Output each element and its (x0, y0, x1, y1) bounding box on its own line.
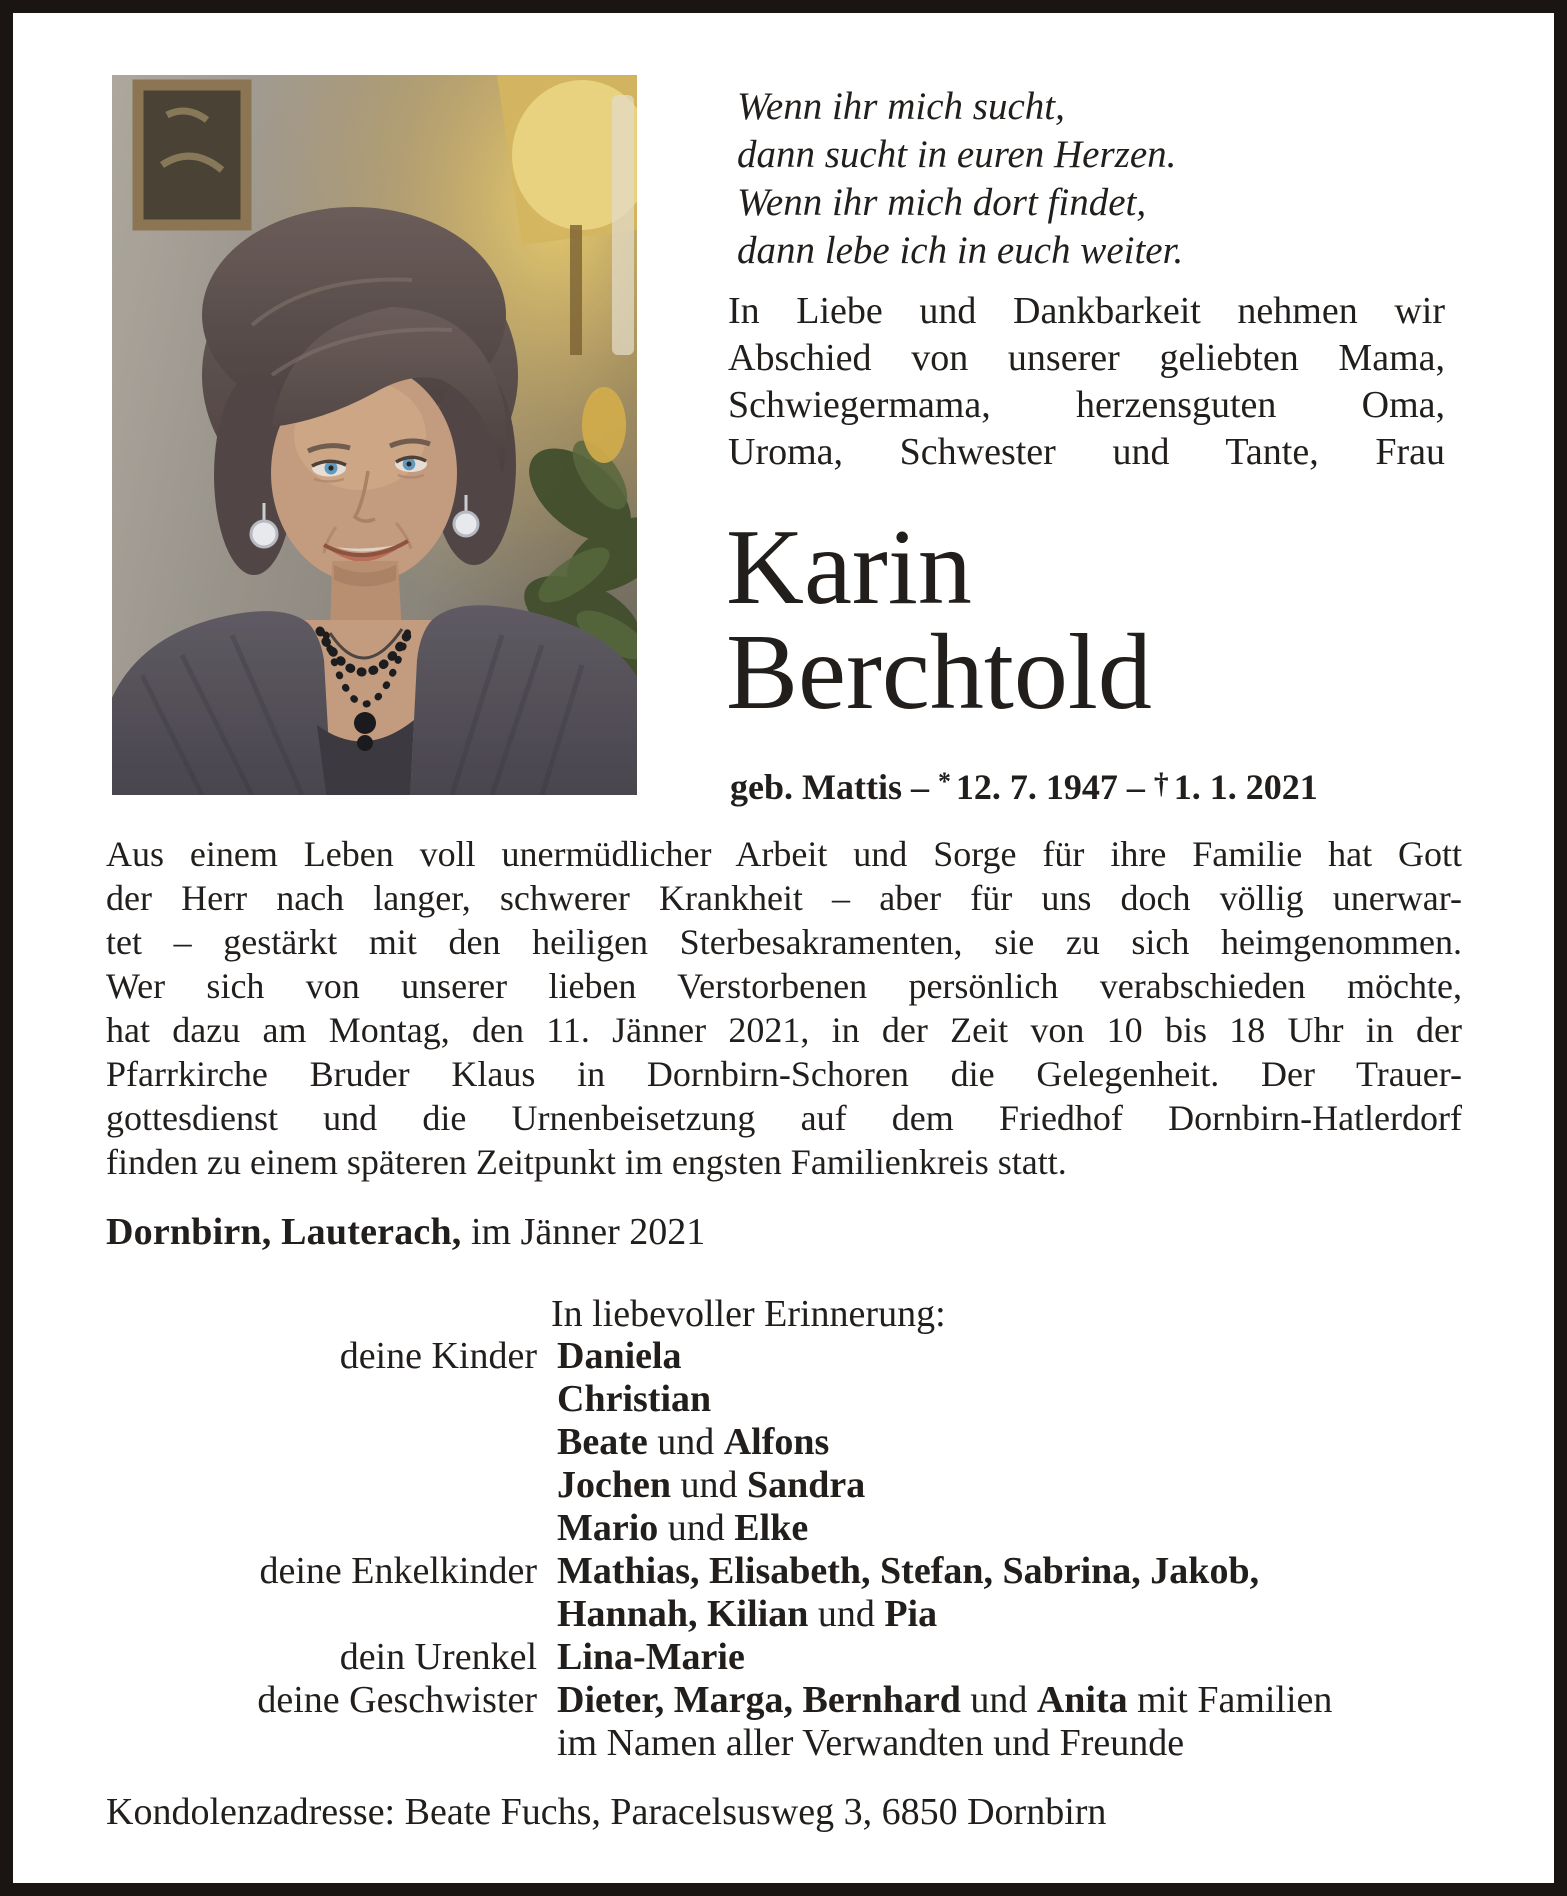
text-line: Pfarrkirche Bruder Klaus in Dornbirn-Schoren die Gelegenheit. Der Trauer- (106, 1054, 1462, 1094)
condolence-address: Kondolenzadresse: Beate Fuchs, Paracelsusweg 3, 6850 Dornbirn (106, 1791, 1107, 1833)
relation-label (106, 1464, 537, 1507)
text-line: finden zu einem späteren Zeitpunkt im engsten Familienkreis statt. (106, 1142, 1067, 1182)
family-row (106, 1421, 1332, 1464)
text-line: Wer sich von unserer lieben Verstorbenen persönlich verabschieden möchte, (106, 966, 1462, 1006)
text-line: tet – gestärkt mit den heiligen Sterbesakramenten, sie zu sich heimgenommen. (106, 922, 1462, 962)
family-list (106, 1335, 1332, 1765)
date-text: im Jänner 2021 (471, 1211, 706, 1253)
memorial-poem (737, 83, 1183, 275)
relation-label (106, 1593, 537, 1636)
dash: – (910, 767, 929, 807)
birth-date: 12. 7. 1947 (955, 767, 1118, 807)
deceased-name (726, 508, 1152, 732)
family-names: Christian (557, 1378, 712, 1420)
family-names: Daniela (557, 1335, 682, 1377)
family-row (106, 1335, 1332, 1378)
life-dates (730, 766, 1318, 808)
text-line: In Liebe und Dankbarkeit nehmen wir (728, 290, 1445, 332)
family-names: Dieter, Marga, Bernhard und Anita mit Familien (557, 1679, 1333, 1721)
relation-label (106, 1421, 537, 1464)
text-line: Uroma, Schwester und Tante, Frau (728, 431, 1445, 473)
family-names: Jochen und Sandra (557, 1464, 866, 1506)
last-name: Berchtold (726, 613, 1152, 732)
relation-label: deine Kinder (339, 1335, 537, 1377)
text-line: hat dazu am Montag, den 11. Jänner 2021, in der Zeit von 10 bis 18 Uhr in der (106, 1010, 1462, 1050)
family-names: Beate und Alfons (557, 1421, 830, 1463)
family-row (106, 1636, 1332, 1679)
farewell-intro (728, 288, 1445, 476)
relation-label: deine Enkelkinder (259, 1550, 537, 1592)
place-names: Dornbirn, Lauterach, (106, 1211, 462, 1253)
relation-label (106, 1507, 537, 1550)
relation-label (106, 1378, 537, 1421)
text-line: Wenn ihr mich sucht, (737, 85, 1065, 128)
family-row (106, 1593, 1332, 1636)
family-row (106, 1507, 1332, 1550)
first-name: Karin (726, 508, 972, 627)
family-row (106, 1679, 1332, 1722)
remembrance-heading: In liebevoller Erinnerung: (551, 1293, 946, 1335)
family-names: Lina-Marie (557, 1636, 745, 1678)
text-line: Aus einem Leben voll unermüdlicher Arbeit und Sorge für ihre Familie hat Gott (106, 834, 1462, 874)
family-row (106, 1464, 1332, 1507)
text-line: der Herr nach langer, schwerer Krankheit – aber für uns doch völlig unerwar- (106, 878, 1462, 918)
maiden-name: geb. Mattis (730, 767, 902, 807)
relation-label: deine Geschwister (257, 1679, 537, 1721)
family-row (106, 1550, 1332, 1593)
birth-star-symbol: * (937, 767, 951, 797)
obituary-text (106, 832, 1462, 1184)
text-line: dann sucht in euren Herzen. (737, 133, 1177, 176)
family-names: im Namen aller Verwandten und Freunde (557, 1722, 1185, 1764)
death-date: 1. 1. 2021 (1173, 767, 1318, 807)
text-line: gottesdienst und die Urnenbeisetzung auf dem Friedhof Dornbirn-Hatlerdorf (106, 1098, 1462, 1138)
dash: – (1126, 767, 1145, 807)
family-row (106, 1378, 1332, 1421)
relation-label (106, 1722, 537, 1765)
text-line: dann lebe ich in euch weiter. (737, 229, 1184, 272)
relation-label: dein Urenkel (339, 1636, 537, 1678)
family-names: Hannah, Kilian und Pia (557, 1593, 938, 1635)
text-line: Wenn ihr mich dort findet, (737, 181, 1147, 224)
family-names: Mathias, Elisabeth, Stefan, Sabrina, Jakob, (557, 1550, 1260, 1592)
text-line: Abschied von unserer geliebten Mama, (728, 337, 1445, 379)
text-line: Schwiegermama, herzensguten Oma, (728, 384, 1445, 426)
portrait-photo (112, 75, 637, 795)
place-date-line (106, 1210, 705, 1254)
family-row (106, 1722, 1332, 1765)
portrait-illustration (112, 75, 637, 795)
death-cross-symbol: † (1153, 768, 1169, 801)
family-names: Mario und Elke (557, 1507, 809, 1549)
